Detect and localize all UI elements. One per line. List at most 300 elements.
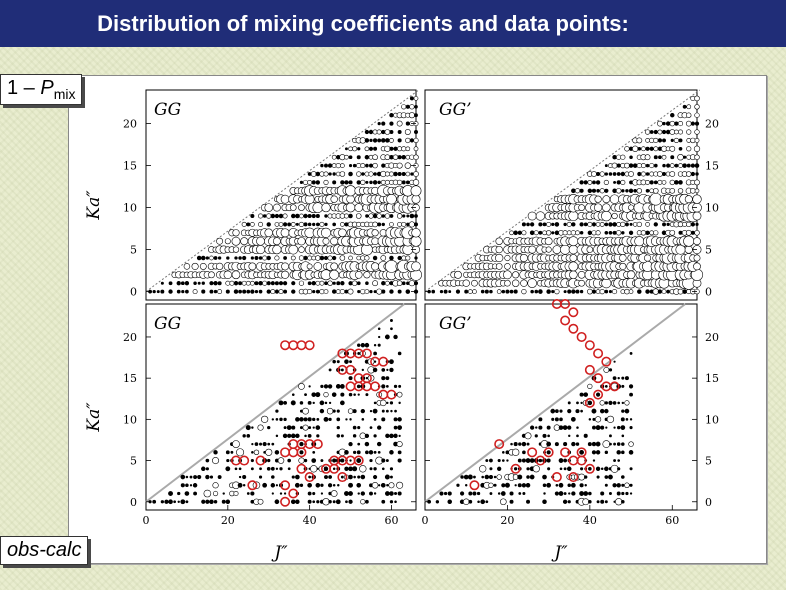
data-point [320, 256, 324, 260]
data-point [555, 289, 560, 294]
data-point [193, 289, 197, 293]
data-point [374, 173, 377, 176]
data-point [390, 402, 393, 405]
data-point [279, 289, 283, 293]
data-point [344, 450, 348, 454]
y-tick-label: 10 [705, 201, 719, 215]
data-point [303, 425, 308, 430]
data-point [609, 231, 612, 234]
data-point [324, 289, 328, 293]
data-point [650, 172, 654, 176]
data-point [273, 204, 280, 211]
data-point [406, 147, 410, 151]
data-point [693, 212, 701, 220]
y-tick-label: 15 [123, 372, 137, 386]
data-point [584, 393, 588, 397]
data-point [522, 231, 526, 235]
data-point [332, 290, 336, 294]
data-point [658, 156, 661, 159]
y-tick-label: 5 [705, 243, 712, 257]
data-point [267, 467, 270, 470]
data-point [369, 172, 373, 176]
data-point [174, 501, 176, 503]
data-point [410, 139, 414, 143]
data-point [353, 409, 356, 412]
data-point [626, 189, 629, 192]
data-point [381, 255, 386, 260]
data-point [333, 282, 336, 285]
data-point [448, 500, 452, 504]
y-tick-label: 10 [123, 413, 137, 427]
data-point [622, 435, 624, 437]
data-point [373, 155, 378, 160]
data-point [336, 163, 341, 168]
data-point [345, 223, 348, 226]
data-point [336, 290, 340, 294]
data-point [325, 223, 328, 226]
data-point [365, 500, 368, 503]
data-point [394, 418, 397, 421]
data-point [337, 484, 339, 486]
data-point [197, 256, 201, 260]
data-point [239, 290, 242, 293]
data-point [345, 186, 355, 196]
data-point [255, 282, 258, 285]
data-point [580, 484, 584, 488]
data-point [185, 484, 188, 487]
data-point [288, 468, 290, 470]
data-point [600, 172, 605, 177]
data-point [683, 105, 686, 108]
data-point [604, 180, 609, 185]
data-point [361, 180, 366, 185]
data-point [316, 214, 320, 218]
data-point [349, 164, 352, 167]
data-point [622, 492, 625, 495]
data-point [695, 104, 700, 109]
data-point [308, 434, 311, 437]
data-point [364, 272, 371, 279]
data-point [291, 401, 295, 405]
x-tick-label: 0 [421, 514, 429, 527]
data-point [406, 290, 410, 294]
data-point [206, 459, 209, 462]
data-point [414, 138, 419, 143]
data-point [161, 290, 164, 293]
data-point [332, 256, 336, 260]
y-axis-label: Ka″ [84, 190, 104, 220]
data-point [378, 139, 381, 142]
data-point [371, 263, 378, 270]
data-point [236, 449, 243, 456]
y-tick-label: 5 [705, 454, 712, 468]
data-point [390, 468, 393, 471]
data-point [378, 223, 381, 226]
data-point [581, 402, 583, 404]
data-point [641, 172, 645, 176]
data-point [569, 211, 579, 221]
data-point [596, 393, 600, 397]
data-point [340, 401, 344, 405]
data-point [186, 501, 188, 503]
data-point [283, 290, 286, 293]
data-point [592, 409, 596, 413]
data-point [528, 279, 537, 288]
data-point [580, 223, 584, 227]
data-point [398, 130, 401, 133]
data-point [259, 476, 262, 479]
data-point [312, 223, 315, 226]
data-point [225, 238, 230, 243]
data-point [686, 121, 691, 126]
data-point [300, 417, 304, 421]
data-point [365, 172, 369, 176]
data-point [539, 418, 542, 421]
data-point [535, 427, 537, 429]
data-point [618, 402, 620, 404]
data-point [632, 146, 638, 152]
data-point [353, 426, 356, 429]
data-point [522, 442, 526, 446]
data-point [291, 256, 295, 260]
data-point [275, 282, 278, 285]
data-point [385, 146, 391, 152]
data-point [321, 164, 324, 167]
data-point [686, 172, 691, 177]
data-point [352, 467, 356, 471]
data-point [242, 475, 245, 478]
data-point [526, 458, 530, 462]
data-point [580, 450, 584, 454]
data-point [181, 500, 185, 504]
data-point [321, 459, 323, 461]
data-point [564, 468, 566, 470]
data-point [670, 164, 674, 168]
data-point [601, 211, 611, 221]
data-point [551, 223, 554, 226]
data-point [547, 451, 551, 455]
data-point [389, 492, 393, 496]
data-point [629, 393, 632, 396]
data-point [267, 290, 271, 294]
data-point [205, 475, 209, 479]
data-point [299, 256, 304, 261]
data-point [278, 458, 284, 464]
data-point [300, 451, 303, 454]
data-point [406, 282, 409, 285]
data-point [259, 281, 263, 285]
data-point [602, 204, 610, 212]
data-point [460, 492, 464, 496]
data-point [457, 484, 460, 487]
data-point [354, 476, 356, 478]
data-point [181, 282, 184, 285]
data-point [527, 467, 530, 470]
data-point [382, 418, 385, 421]
data-point [378, 328, 380, 330]
data-point [564, 459, 567, 462]
data-point [413, 179, 419, 185]
data-point [568, 484, 571, 487]
y-tick-label: 20 [123, 330, 137, 344]
data-point [654, 147, 658, 151]
data-point [377, 442, 381, 446]
scatter-figure [69, 76, 766, 563]
data-point [317, 468, 319, 470]
data-point [588, 500, 591, 503]
data-point [365, 215, 368, 218]
data-point [357, 181, 361, 185]
data-point [641, 163, 645, 167]
data-point [259, 290, 262, 293]
data-point [314, 262, 322, 270]
data-point [414, 96, 418, 100]
data-point [390, 130, 393, 133]
data-point [593, 418, 595, 420]
data-point [349, 393, 352, 396]
data-point [324, 180, 329, 185]
data-point [662, 289, 666, 293]
data-point [202, 290, 205, 293]
data-point [390, 500, 393, 503]
data-point [312, 418, 315, 421]
data-point [323, 238, 329, 244]
data-point [461, 476, 464, 479]
data-point [617, 164, 620, 167]
data-point [617, 426, 620, 429]
data-point [654, 156, 657, 159]
data-point [385, 475, 389, 479]
data-point [685, 246, 693, 254]
data-point [482, 476, 484, 478]
data-point [592, 290, 596, 294]
data-point [380, 400, 386, 406]
data-point [679, 231, 682, 234]
data-point [548, 435, 550, 437]
data-point [596, 181, 600, 185]
data-point [402, 282, 405, 285]
data-point [411, 173, 414, 176]
data-point [678, 164, 682, 168]
data-point [233, 247, 239, 253]
data-point [283, 223, 287, 227]
data-point [406, 172, 410, 176]
data-point [385, 155, 390, 160]
data-point [576, 443, 579, 446]
data-point [276, 468, 278, 470]
data-point [226, 451, 229, 454]
data-point [349, 256, 353, 260]
data-point [577, 427, 579, 429]
x-tick-label: 40 [582, 514, 597, 527]
data-point [365, 289, 369, 293]
data-point [165, 500, 169, 504]
data-point [674, 138, 679, 143]
data-point [280, 418, 283, 421]
slide-title: Distribution of mixing coefficients and data points: [0, 0, 786, 47]
data-point [505, 483, 509, 487]
data-point [538, 290, 542, 294]
data-point [536, 212, 545, 221]
data-point [365, 130, 369, 134]
data-point [377, 130, 381, 134]
data-point [361, 492, 365, 496]
data-point [394, 426, 397, 429]
data-point [300, 442, 304, 446]
data-point [449, 290, 451, 292]
data-point [522, 223, 525, 226]
data-point [308, 282, 311, 285]
data-point [679, 139, 682, 142]
data-point [409, 280, 415, 286]
data-point [625, 483, 630, 488]
data-point [629, 171, 634, 176]
data-point [610, 195, 619, 204]
data-point [635, 236, 644, 245]
data-point [235, 257, 238, 260]
data-point [555, 492, 559, 496]
data-point [255, 290, 258, 293]
data-point [252, 443, 254, 445]
data-point [522, 483, 526, 487]
data-point [501, 491, 505, 495]
data-point [495, 254, 503, 262]
data-point [413, 171, 418, 176]
data-point [373, 409, 377, 413]
data-point [362, 418, 364, 420]
data-point [394, 492, 396, 494]
data-point [569, 262, 578, 271]
data-point [157, 290, 159, 292]
data-point [572, 223, 576, 227]
data-point [662, 155, 666, 159]
data-point [670, 129, 675, 134]
data-point [280, 467, 283, 470]
data-point [357, 290, 360, 293]
data-point [283, 281, 287, 285]
data-point [259, 443, 261, 445]
data-point [355, 271, 362, 278]
data-point [325, 215, 328, 218]
data-point [535, 435, 538, 438]
data-point [629, 385, 633, 389]
data-point [268, 443, 270, 445]
data-point [551, 232, 554, 235]
data-point [498, 493, 500, 495]
data-point [250, 222, 254, 226]
data-point [279, 222, 283, 226]
data-point [153, 290, 156, 293]
data-point [686, 230, 691, 235]
data-point [606, 427, 608, 429]
data-point [563, 426, 567, 430]
data-point [657, 121, 662, 126]
data-point [397, 121, 402, 126]
data-point [241, 238, 248, 245]
data-point [357, 156, 360, 159]
data-point [271, 476, 274, 479]
data-point [333, 223, 336, 226]
data-point [333, 410, 336, 413]
data-point [581, 410, 583, 412]
data-point [521, 280, 528, 287]
data-point [185, 281, 189, 285]
data-point [222, 500, 225, 503]
data-point [381, 483, 385, 487]
data-point [510, 231, 514, 235]
data-point [679, 180, 683, 184]
data-point [571, 442, 575, 446]
data-point [385, 214, 390, 219]
data-point [638, 172, 642, 176]
data-point [300, 401, 303, 404]
data-point [624, 289, 629, 294]
data-point [546, 230, 551, 235]
data-point [161, 282, 163, 284]
data-point [263, 442, 267, 446]
data-point [365, 343, 369, 347]
data-point [242, 290, 245, 293]
data-point [609, 223, 613, 227]
data-point [694, 146, 700, 152]
data-point [267, 459, 270, 462]
data-point [595, 196, 602, 203]
data-point [349, 376, 352, 379]
data-point [349, 500, 353, 504]
data-point [330, 237, 337, 244]
data-point [184, 263, 190, 269]
y-tick-label: 10 [123, 201, 137, 215]
data-point [345, 501, 347, 503]
data-point [315, 256, 320, 261]
data-point [308, 214, 312, 218]
data-point [571, 417, 575, 421]
data-point [377, 426, 381, 430]
data-point [373, 368, 377, 372]
data-point [302, 408, 308, 414]
data-point [527, 223, 530, 226]
data-point [605, 189, 609, 193]
data-point [267, 281, 271, 285]
data-point [630, 426, 633, 429]
data-point [584, 491, 588, 495]
data-point [469, 500, 472, 503]
data-point [637, 163, 642, 168]
data-point [312, 458, 316, 462]
data-point [399, 435, 401, 437]
data-point [385, 281, 389, 285]
data-point [329, 500, 332, 503]
data-point [169, 500, 173, 504]
data-point [308, 401, 311, 404]
data-point [629, 189, 633, 193]
data-point [555, 410, 558, 413]
data-point [357, 282, 360, 285]
data-point [258, 214, 262, 218]
data-point [370, 459, 373, 462]
data-point [588, 189, 592, 193]
data-point [230, 281, 234, 285]
data-point [583, 499, 589, 505]
data-point [696, 223, 699, 226]
data-point [523, 492, 525, 494]
data-point [617, 443, 620, 446]
data-point [153, 500, 156, 503]
data-point [609, 173, 612, 176]
data-point [382, 215, 385, 218]
data-point [340, 289, 345, 294]
data-point [284, 418, 287, 421]
